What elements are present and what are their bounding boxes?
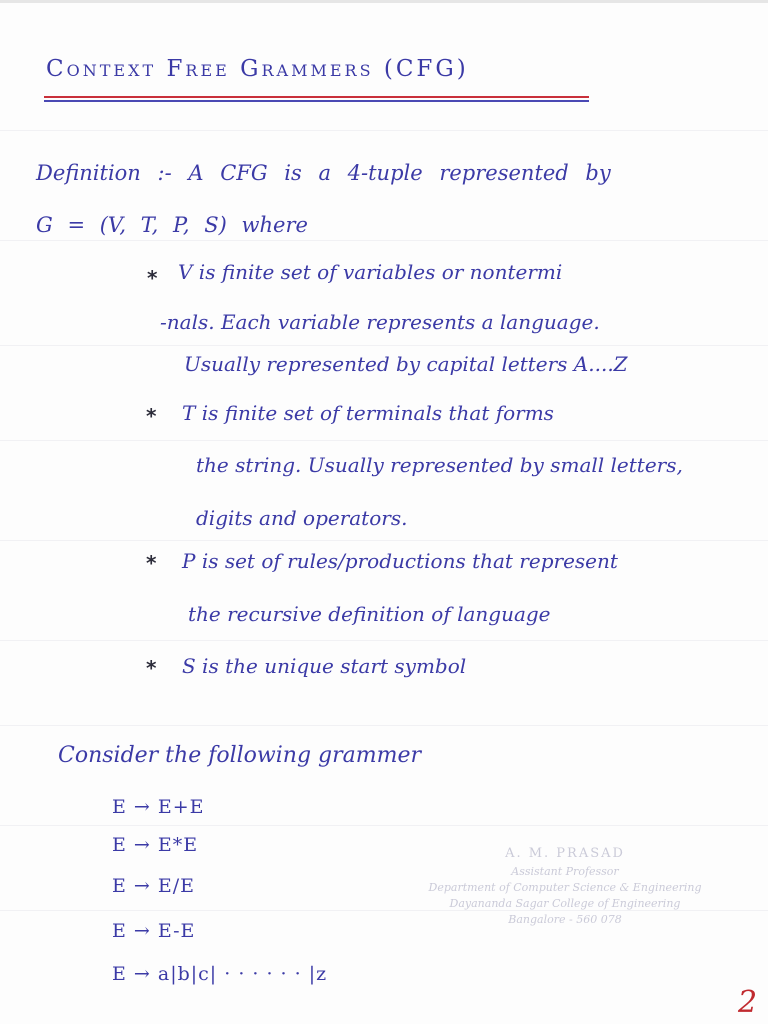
page-number: 2 [738,985,758,1020]
title-underline-red [44,96,589,98]
stamp-city: Bangalore - 560 078 [508,912,622,926]
stamp-department: Department of Computer Science & Engineering [428,880,702,894]
consider-heading: Consider the following grammer [58,743,421,768]
ruled-line [0,130,768,131]
bullet-star-icon: * [147,266,158,290]
stamp-title: Assistant Professor [511,864,619,878]
item-v-line-3: Usually represented by capital letters A....Z [184,352,628,376]
ruled-line [0,640,768,641]
bullet-star-icon: * [146,551,157,575]
ruled-line [0,825,768,826]
ruled-line [0,440,768,441]
ruled-line [0,240,768,241]
item-v-line-2: -nals. Each variable represents a language. [160,310,600,334]
stamp-name: A. M. PRASAD [505,846,625,861]
item-v-line-1: V is finite set of variables or nontermi [178,260,563,284]
item-t-line-1: T is finite set of terminals that forms [182,401,554,425]
page-title: Context Free Grammers (CFG) [46,56,469,82]
faculty-stamp [420,845,710,928]
title-underline-blue [44,100,589,102]
grammar-rule: E → E*E [112,834,199,856]
definition-line-1: Definition :- A CFG is a 4-tuple represented by [36,161,611,185]
ruled-line [0,345,768,346]
stamp-college: Dayananda Sagar College of Engineering [449,896,681,910]
grammar-rule: E → E+E [112,796,205,818]
grammar-rule: E → E-E [112,920,196,942]
bullet-star-icon: * [146,404,157,428]
ruled-line [0,540,768,541]
grammar-rule: E → E/E [112,875,196,897]
item-t-line-2: the string. Usually represented by small letters, [196,453,683,477]
definition-line-2: G = (V, T, P, S) where [36,213,308,237]
item-p-line-2: the recursive definition of language [188,602,551,626]
ruled-line [0,725,768,726]
item-s-line-1: S is the unique start symbol [182,654,467,678]
item-t-line-3: digits and operators. [196,506,408,530]
bullet-star-icon: * [146,656,157,680]
grammar-rule: E → a|b|c| · · · · · · |z [112,963,328,985]
item-p-line-1: P is set of rules/productions that represent [182,549,618,573]
page-top-edge [0,0,768,3]
